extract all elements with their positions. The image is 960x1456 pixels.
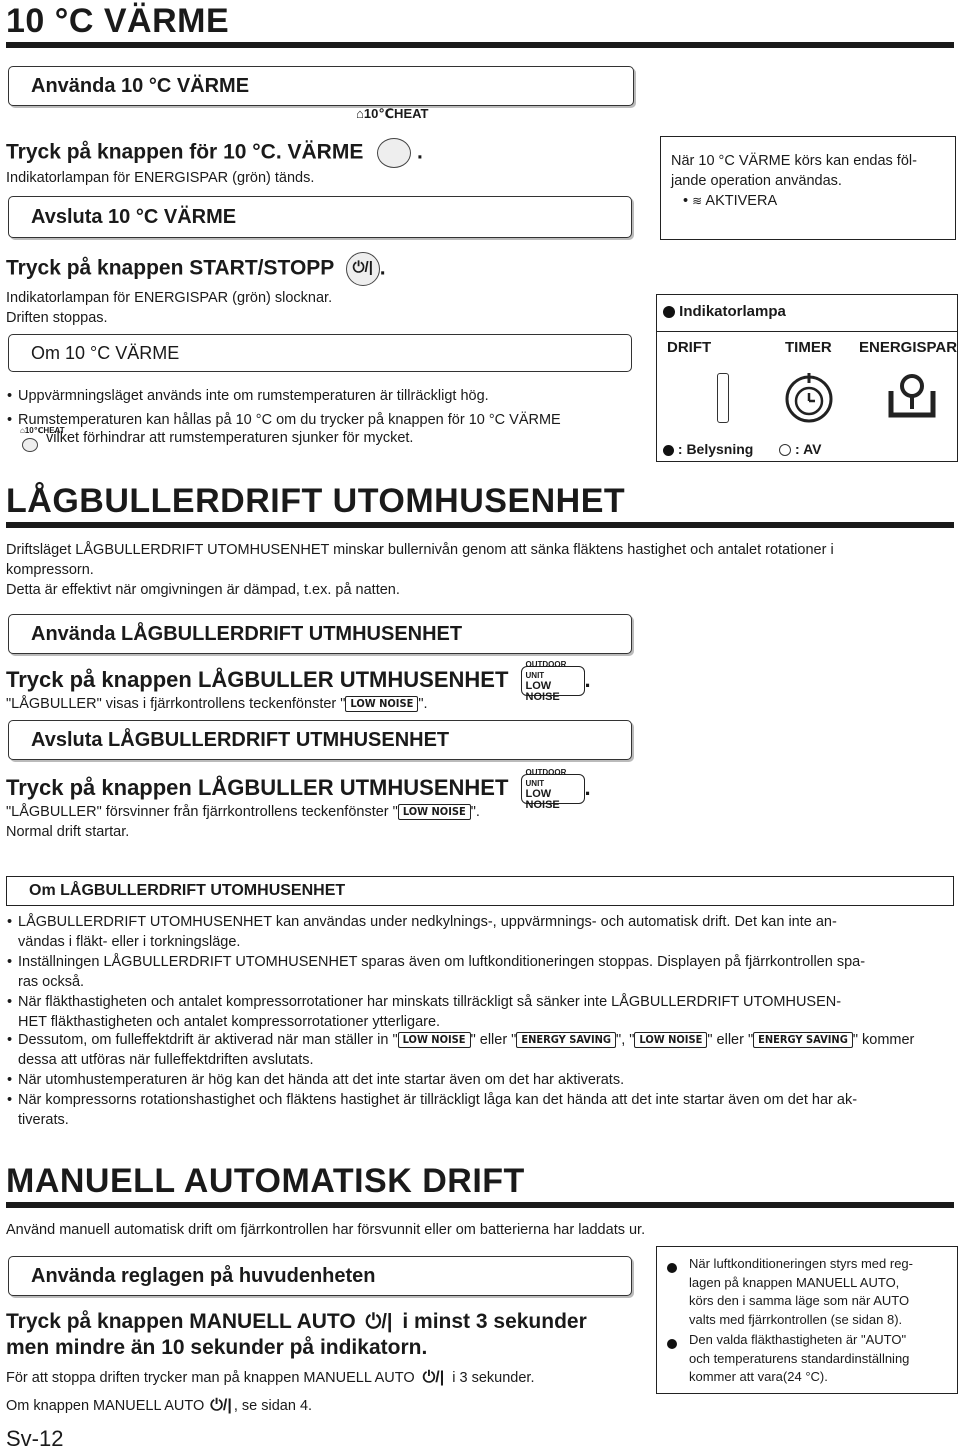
lcd-low-noise: LOW NOISE xyxy=(345,696,418,712)
low-noise-bullet-2: • Inställningen LÅGBULLERDRIFT UTOMHUSENHET sparas även om luftkonditioneringen stoppas. Displayen på fjärrkontrollen spa- xyxy=(18,952,865,972)
low-noise-intro-1: Driftsläget LÅGBULLERDRIFT UTOMHUSENHET minskar bullernivån genom att sänka fläktens hastighet och antalet rotationer i xyxy=(6,542,834,558)
house-icon: ⌂ xyxy=(356,106,364,121)
side-dot-1 xyxy=(667,1259,677,1277)
press-manual-auto-cont: men mindre än 10 sekunder på indikatorn. xyxy=(6,1336,428,1359)
about-heat-heading: Om 10 °C VÄRME xyxy=(8,334,632,372)
about-manual-auto: Om knappen MANUELL AUTO ⏻/| , se sidan 4. xyxy=(6,1397,313,1414)
heat-mini-icon xyxy=(22,438,38,452)
indicator-col-drift: DRIFT xyxy=(667,339,712,356)
manual-auto-intro: Använd manuell automatisk drift om fjärrkontrollen har försvunnit eller om batterierna har laddats ur. xyxy=(6,1222,646,1238)
start-stop-icon: ⏻/| xyxy=(346,252,380,286)
indicator-divider xyxy=(657,331,957,332)
end-heat-heading: Avsluta 10 °C VÄRME xyxy=(8,196,632,238)
press-heat-note: Indikatorlampan för ENERGISPAR (grön) tänds. xyxy=(6,170,315,186)
heat-bullet-2-cont: vilket förhindrar att rumstemperaturen sjunker för mycket. xyxy=(46,430,414,446)
side-note-line2: jande operation användas. xyxy=(671,173,842,189)
side-note-bullet: • ≋ AKTIVERA xyxy=(683,193,778,209)
power-icon-2: ⏻/| xyxy=(422,1369,445,1386)
low-noise-rule xyxy=(6,522,954,528)
drift-lamp-icon xyxy=(717,373,729,423)
heat-mini-icon-label: ⌂10℃HEAT xyxy=(20,426,65,435)
title-rule xyxy=(6,42,954,48)
press-low-noise-1: Tryck på knappen LÅGBULLER UTMHUSENHET OUTDOOR UNIT LOW NOISE . xyxy=(6,660,591,703)
low-noise-bullet-1: • LÅGBULLERDRIFT UTOMHUSENHET kan användas under nedkylnings-, uppvärmnings- och automatisk drift. Det kan inte an- xyxy=(18,912,837,932)
low-noise-bullet-4-cont: dessa att utföras när fulleffektdriften avslutats. xyxy=(18,1052,314,1068)
use-manual-auto-heading: Använda reglagen på huvudenheten xyxy=(8,1256,632,1296)
press-start-stop: Tryck på knappen START/STOPP ⏻/| . xyxy=(6,252,386,286)
power-icon: ⏻/| xyxy=(365,1311,393,1333)
side-note-2: Den valda fläkthastigheten är "AUTO" och temperaturens standardinställning kommer att vara(24 °C). xyxy=(689,1332,910,1384)
lcd-energy-saving-2: ENERGY SAVING xyxy=(753,1032,853,1048)
heat-button-label: ⌂10℃HEAT xyxy=(356,106,429,121)
heat-button-icon xyxy=(377,138,411,168)
use-heat-heading: Använda 10 °C VÄRME xyxy=(8,66,634,106)
press-manual-auto: Tryck på knappen MANUELL AUTO ⏻/| i minst 3 sekunder xyxy=(6,1310,587,1333)
outdoor-low-noise-button-icon: OUTDOOR UNIT LOW NOISE xyxy=(521,666,585,696)
outdoor-low-noise-button-icon-2: OUTDOOR UNIT LOW NOISE xyxy=(521,774,585,804)
page-title-manual-auto: MANUELL AUTOMATISK DRIFT xyxy=(6,1162,525,1200)
manual-auto-side-box xyxy=(656,1246,958,1394)
end-low-noise-heading: Avsluta LÅGBULLERDRIFT UTMHUSENHET xyxy=(8,720,632,760)
indicator-box xyxy=(656,294,958,462)
press-low-noise-1-note: "LÅGBULLER" visas i fjärrkontrollens teckenfönster " LOW NOISE ". xyxy=(6,696,428,712)
page-number: Sv-12 xyxy=(6,1426,64,1451)
energy-saving-icon xyxy=(885,369,939,423)
lcd-energy-saving: ENERGY SAVING xyxy=(516,1032,616,1048)
low-noise-bullet-6: • När kompressorns rotationshastighet och fläktens hastighet är tillräckligt låga kan det hända att det inte startar även om det har ak- xyxy=(18,1090,857,1110)
powerful-icon: ≋ xyxy=(692,194,703,208)
low-noise-bullet-3: • När fläkthastigheten och antalet kompressorrotationer har minskats tillräckligt så sänker inte LÅGBULLERDRIFT UTOMHUSEN- xyxy=(18,992,841,1012)
press-low-noise-2-note: "LÅGBULLER" försvinner från fjärrkontrollens teckenfönster " LOW NOISE ". xyxy=(6,804,480,820)
stop-manual-auto: För att stoppa driften trycker man på knappen MANUELL AUTO ⏻/| i 3 sekunder. xyxy=(6,1369,535,1386)
press-heat-instruction: Tryck på knappen för 10 °C. VÄRME . xyxy=(6,138,423,168)
low-noise-bullet-1-cont: vändas i fläkt- eller i torkningsläge. xyxy=(18,934,241,950)
lcd-low-noise-2: LOW NOISE xyxy=(398,804,471,820)
side-note-line1: När 10 °C VÄRME körs kan endas föl- xyxy=(671,153,917,169)
side-note-1: När luftkonditioneringen styrs med reg- lagen på knappen MANUELL AUTO, körs den i samma läge som när AUTO valts med fjärrkontrollen (se sidan 8). xyxy=(689,1256,913,1327)
power-icon-3: ⏻/| xyxy=(210,1397,232,1414)
low-noise-bullet-3-cont: HET fläkthastigheten och antalet kompressorrotationer ytterligare. xyxy=(18,1014,441,1030)
timer-clock-icon xyxy=(779,369,839,429)
heat-bullet-2: • Rumstemperaturen kan hållas på 10 °C om du trycker på knappen för 10 °C VÄRME xyxy=(18,410,561,430)
press-low-noise-2: Tryck på knappen LÅGBULLER UTMHUSENHET OUTDOOR UNIT LOW NOISE . xyxy=(6,768,591,811)
indicator-col-energy: ENERGISPAR xyxy=(859,339,958,356)
use-low-noise-heading: Använda LÅGBULLERDRIFT UTMHUSENHET xyxy=(8,614,632,654)
low-noise-bullet-4: • Dessutom, om fulleffektdrift är aktiverad när man ställer in " LOW NOISE " eller " ENERGY SAVING ", " LOW NOISE " eller " ENERGY SAVING " kommer xyxy=(18,1030,914,1050)
low-noise-bullet-5: • När utomhustemperaturen är hög kan det hända att det inte startar även om det har aktiverats. xyxy=(18,1070,624,1090)
normal-drift-note: Normal drift startar. xyxy=(6,824,130,840)
heat-bullet-1: • Uppvärmningsläget används inte om rumstemperaturen är tillräckligt hög. xyxy=(18,386,489,406)
page-title-low-noise: LÅGBULLERDRIFT UTOMHUSENHET xyxy=(6,482,626,520)
manual-auto-rule xyxy=(6,1202,954,1208)
low-noise-intro-2: kompressorn. xyxy=(6,562,94,578)
side-dot-2 xyxy=(667,1335,677,1353)
stop-note-2: Driften stoppas. xyxy=(6,310,108,326)
indicator-col-timer: TIMER xyxy=(785,339,832,356)
about-low-noise-heading: Om LÅGBULLERDRIFT UTOMHUSENHET xyxy=(6,876,954,906)
indicator-title: Indikatorlampa xyxy=(663,303,786,320)
heat-side-note-box xyxy=(660,136,956,240)
indicator-legend: : Belysning : AV xyxy=(663,441,821,457)
low-noise-bullet-2-cont: ras också. xyxy=(18,974,85,990)
lcd-low-noise-3: LOW NOISE xyxy=(398,1032,471,1048)
lcd-low-noise-4: LOW NOISE xyxy=(634,1032,707,1048)
low-noise-bullet-6-cont: tiverats. xyxy=(18,1112,69,1128)
low-noise-intro-3: Detta är effektivt när omgivningen är dämpad, t.ex. på natten. xyxy=(6,582,400,598)
page-title-heat: 10 °C VÄRME xyxy=(6,2,230,40)
stop-note-1: Indikatorlampan för ENERGISPAR (grön) slocknar. xyxy=(6,290,333,306)
